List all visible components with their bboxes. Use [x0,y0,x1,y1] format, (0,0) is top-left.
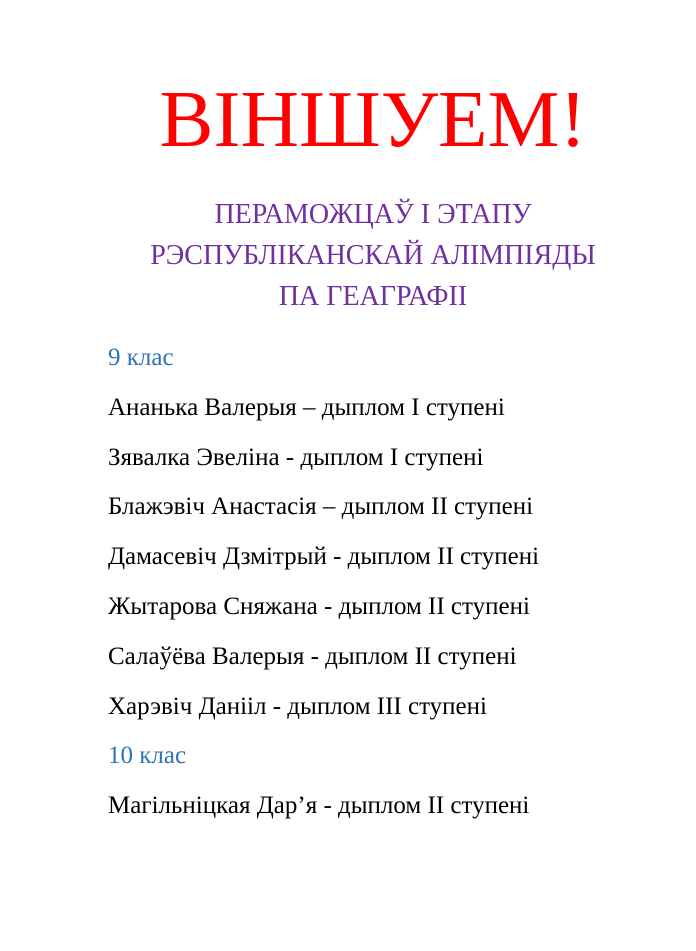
winner-entry: Блажэвіч Анастасія – дыплом ІІ ступені [108,493,534,521]
subtitle-line-1: ПЕРАМОЖЦАЎ І ЭТАПУ [214,199,532,230]
winners-list [108,333,696,831]
winner-entry: Салаўёва Валерыя - дыплом ІІ ступені [108,642,517,670]
winner-entry: Харэвіч Данііл - дыплом ІІІ ступені [108,692,487,720]
subtitle-line-3: ПА ГЕАГРАФІІ [278,281,468,312]
congratulations-headline: ВІНШУЕМ! [159,74,587,164]
winner-entry: Ананька Валерыя – дыплом І ступені [108,393,505,421]
winner-entry: Зявалка Эвеліна - дыплом І ступені [108,443,484,471]
grade-10-heading: 10 клас [108,742,187,770]
winner-entry: Магільніцкая Дар’я - дыплом ІІ ступені [108,792,530,820]
grade-9-heading: 9 клас [108,344,174,371]
winner-entry: Дамасевіч Дзмітрый - дыплом ІІ ступені [108,543,540,571]
winner-entry: Жытарова Сняжана - дыплом ІІ ступені [108,592,530,620]
subtitle-line-2: РЭСПУБЛІКАНСКАЙ АЛІМПІЯДЫ [150,240,596,271]
olympiad-subtitle [0,194,696,317]
